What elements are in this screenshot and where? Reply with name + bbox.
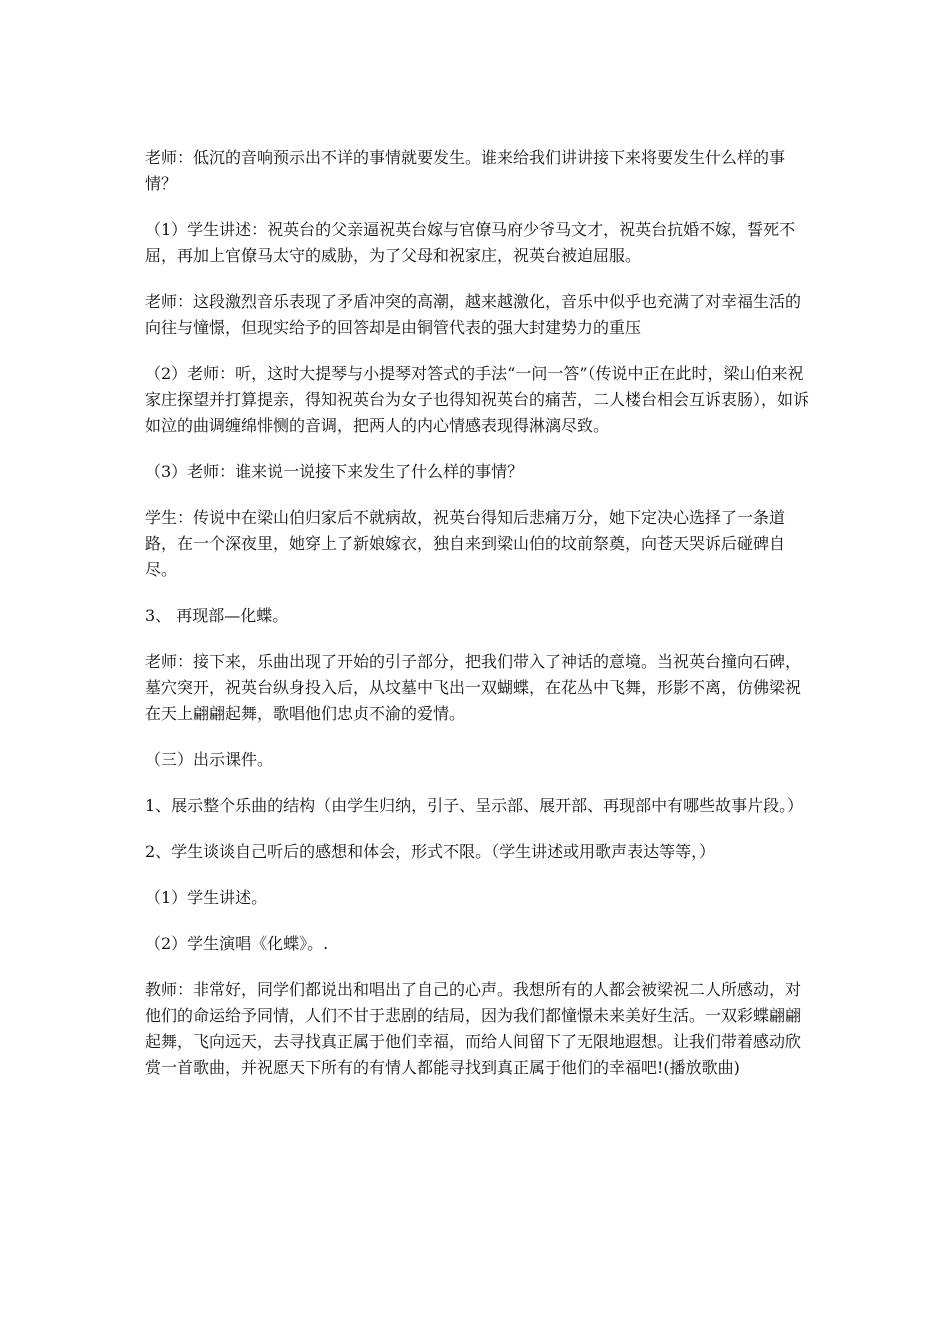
document-body: [145, 145, 810, 1101]
paragraph-structure: 1、展示整个乐曲的结构（由学生归纳，引子、呈示部、展开部、再现部中有哪些故事片段。）: [145, 796, 804, 815]
section-heading-courseware: （三）出示课件。: [145, 750, 274, 769]
paragraph-student-narrate: （1）学生讲述。: [145, 888, 268, 907]
paragraph-teacher-climax: 老师：这段激烈音乐表现了矛盾冲突的高潮，越来越激化，音乐中似乎也充满了对幸福生活的向往与憧憬，但现实给予的回答却是由铜管代表的强大封建势力的重压: [145, 292, 802, 337]
paragraph-student-sing: （2）学生演唱《化蝶》。.: [145, 934, 329, 953]
paragraph-student-feelings: 2、学生谈谈自己听后的感想和体会，形式不限。（学生讲述或用歌声表达等等，）: [145, 842, 716, 861]
paragraph-teacher-conclusion: 教师：非常好，同学们都说出和唱出了自己的心声。我想所有的人都会被梁祝二人所感动，对他们的命运给予同情，人们不甘于悲剧的结局，因为我们都憧憬未来美好生活。一双彩蝶翩翩起舞，飞向远天，去寻找真正属于他们幸福，而给人间留下了无限地遐想。让我们带着感动欣赏一首歌曲，并祝愿天下所有的有情人都能寻找到真正属于他们的幸福吧!(播放歌曲): [145, 980, 802, 1077]
paragraph-teacher-intro: 老师：低沉的音响预示出不详的事情就要发生。谁来给我们讲讲接下来将要发生什么样的事情？: [145, 148, 786, 193]
paragraph-teacher-dialogue: （2）老师：听，这时大提琴与小提琴对答式的手法“一问一答”（传说中正在此时，梁山伯来祝家庄探望并打算提亲，得知祝英台为女子也得知祝英台的痛苦，二人楼台相会互诉衷肠），如诉如泣的曲调缠绵悱恻的音调，把两人的内心情感表现得淋漓尽致。: [145, 364, 810, 435]
paragraph-teacher-butterfly: 老师：接下来，乐曲出现了开始的引子部分，把我们带入了神话的意境。当祝英台撞向石碑，墓穴突开，祝英台纵身投入后，从坟墓中飞出一双蝴蝶，在花丛中飞舞，形影不离，仿佛梁祝在天上翩翩起舞，歌唱他们忠贞不渝的爱情。: [145, 652, 802, 723]
paragraph-student-story: 学生：传说中在梁山伯归家后不就病故，祝英台得知后悲痛万分，她下定决心选择了一条道路，在一个深夜里，她穿上了新娘嫁衣，独自来到梁山伯的坟前祭奠，向苍天哭诉后碰碑自尽。: [145, 508, 786, 579]
paragraph-teacher-question: （3）老师：谁来说一说接下来发生了什么样的事情？: [145, 462, 524, 481]
paragraph-student-narration-1: （1）学生讲述：祝英台的父亲逼祝英台嫁与官僚马府少爷马文才，祝英台抗婚不嫁，誓死不屈，再加上官僚马太守的威胁，为了父母和祝家庄，祝英台被迫屈服。: [145, 220, 796, 265]
section-heading-recapitulation: 3、 再现部—化蝶。: [145, 606, 289, 625]
